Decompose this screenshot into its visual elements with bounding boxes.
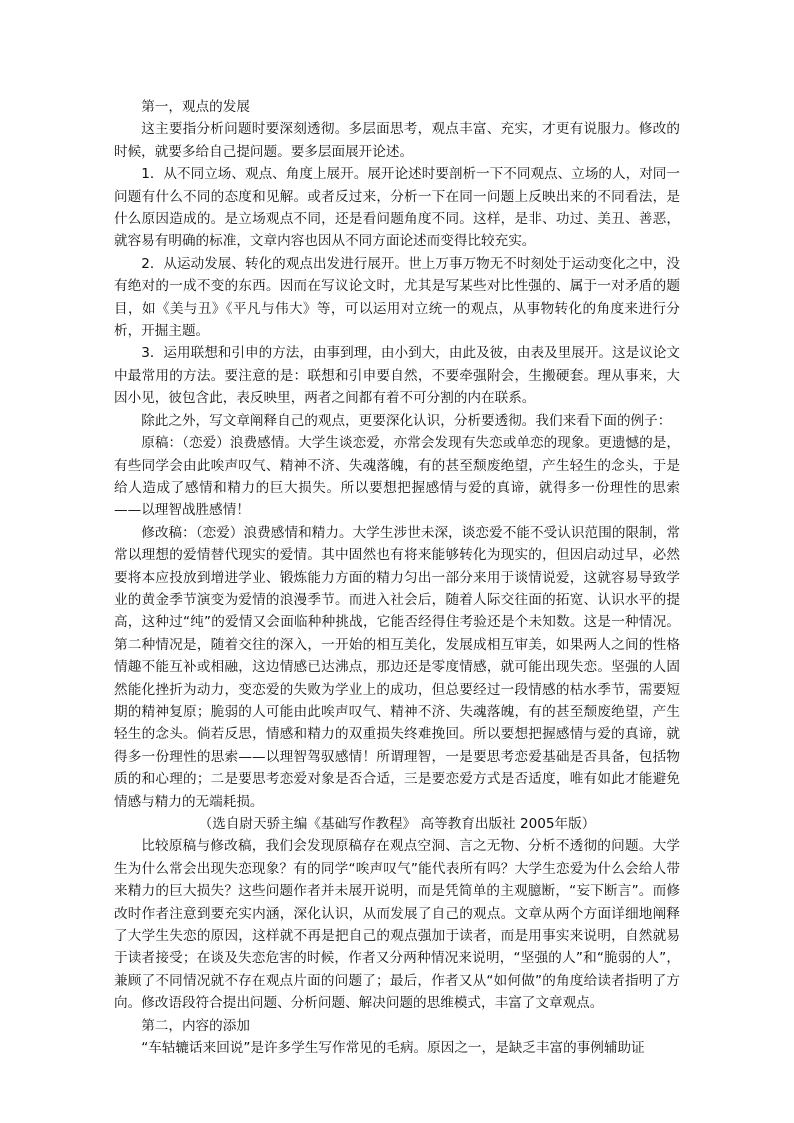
paragraph-intro: 这主要指分析问题时要深刻透彻。多层面思考，观点丰富、充实，才更有说服力。修改的时候，就要多给自己提问题。要多层面展开论述。 (114, 121, 680, 160)
source-citation: （选自尉天骄主编《基础写作教程》 高等教育出版社 2005年版） (198, 816, 596, 832)
section-heading-viewpoint: 第一，观点的发展 (141, 99, 250, 115)
paragraph-method-3: 3．运用联想和引申的方法，由事到理，由小到大，由此及彼，由表及里展开。这是议论文中最常用的方法。要注意的是：联想和引申要自然，不要牵强附会，生搬硬套。理从事来，大因小见，彼包含此，表反映里，两者之间都有着不可分割的内在联系。 (114, 345, 680, 407)
paragraph-transition: 除此之外，写文章阐释自己的观点，更要深化认识，分析要透彻。我们来看下面的例子： (141, 412, 672, 429)
document-body (114, 96, 680, 1059)
paragraph-content-intro: “车轱辘话来回说”是许多学生写作常见的毛病。原因之一，是缺乏丰富的事例辅助证 (141, 1040, 645, 1057)
paragraph-revised-draft: 修改稿：（恋爱）浪费感情和精力。大学生涉世未深，谈恋爱不能不受认识范围的限制，常常以理想的爱情替代现实的爱情。其中固然也有将来能够转化为现实的，但因启动过早，必然要将本应投放到增进学业、锻炼能力方面的精力匀出一部分来用于谈情说爱，这就容易导致学业的黄金季节演变为爱情的浪漫季节。而进入社会后，随着人际交往面的拓宽、认识水平的提高，这种过“纯”的爱情又会面临种种挑战，它能否经得住考验还是个未知数。这是一种情况。第二种情况是，随着交往的深入，一开始的相互美化，发展成相互审美，如果两人之间的性格情趣不能互补或相融，这边情感已达沸点，那边还是零度情感，就可能出现失恋。坚强的人固然能化挫折为动力，变恋爱的失败为学业上的成功，但总要经过一段情感的枯水季节，需要短期的精神复原；脆弱的人可能由此唉声叹气、精神不济、失魂落魄，有的甚至颓废绝望，产生轻生的念头。倘若反思，情感和精力的双重损失终难挽回。所以要想把握感情与爱的真谛，就得多一份理性的思索——以理智驾驭感情！所谓理智，一是要思考恋爱基础是否具备，包括物质的和心理的；二是要思考恋爱对象是否合适，三是要恋爱方式是否适度，唯有如此才能避免情感与精力的无端耗损。 (114, 524, 680, 810)
paragraph-method-1: 1．从不同立场、观点、角度上展开。展开论述时要剖析一下不同观点、立场的人，对同一问题有什么不同的态度和见解。或者反过来，分析一下在同一问题上反映出来的不同看法，是什么原因造成的。是立场观点不同，还是看问题角度不同。这样，是非、功过、美丑、善恶，就容易有明确的标准，文章内容也因从不同方面论述而变得比较充实。 (114, 166, 680, 250)
paragraph-comparison: 比较原稿与修改稿，我们会发现原稿存在观点空洞、言之无物、分析不透彻的问题。大学生为什么常会出现失恋现象？有的同学“唉声叹气”能代表所有吗？大学生恋爱为什么会给人带来精力的巨大损失？这些问题作者并未展开说明，而是凭简单的主观臆断，“妄下断言”。而修改时作者注意到要充实内涵，深化认识，从而发展了自己的观点。文章从两个方面详细地阐释了大学生失恋的原因，这样就不再是把自己的观点强加于读者，而是用事实来说明，自然就易于读者接受；在谈及失恋危害的时候，作者又分两种情况来说明，“坚强的人”和“脆弱的人”，兼顾了不同情况就不存在观点片面的问题了；最后，作者又从“如何做”的角度给读者指明了方向。修改语段符合提出问题、分析问题、解决问题的思维模式，丰富了文章观点。 (114, 838, 680, 1012)
paragraph-method-2: 2．从运动发展、转化的观点出发进行展开。世上万事万物无不时刻处于运动变化之中，没有绝对的一成不变的东西。因而在写议论文时，尤其是写某些对比性强的、属于一对矛盾的题目，如《美与丑》《平凡与伟大》等，可以运用对立统一的观点，从事物转化的角度来进行分析，开掘主题。 (114, 255, 680, 340)
section-heading-content: 第二，内容的添加 (141, 1017, 250, 1034)
paragraph-original-draft: 原稿：（恋爱）浪费感情。大学生谈恋爱，亦常会发现有失恋或单恋的现象。更遗憾的是，有些同学会由此唉声叹气、精神不济、失魂落魄，有的甚至颓废绝望，产生轻生的念头，于是给人造成了感情和精力的巨大损失。所以要想把握感情与爱的真谛，就得多一份理性的思索——以理智战胜感情！ (114, 435, 680, 519)
